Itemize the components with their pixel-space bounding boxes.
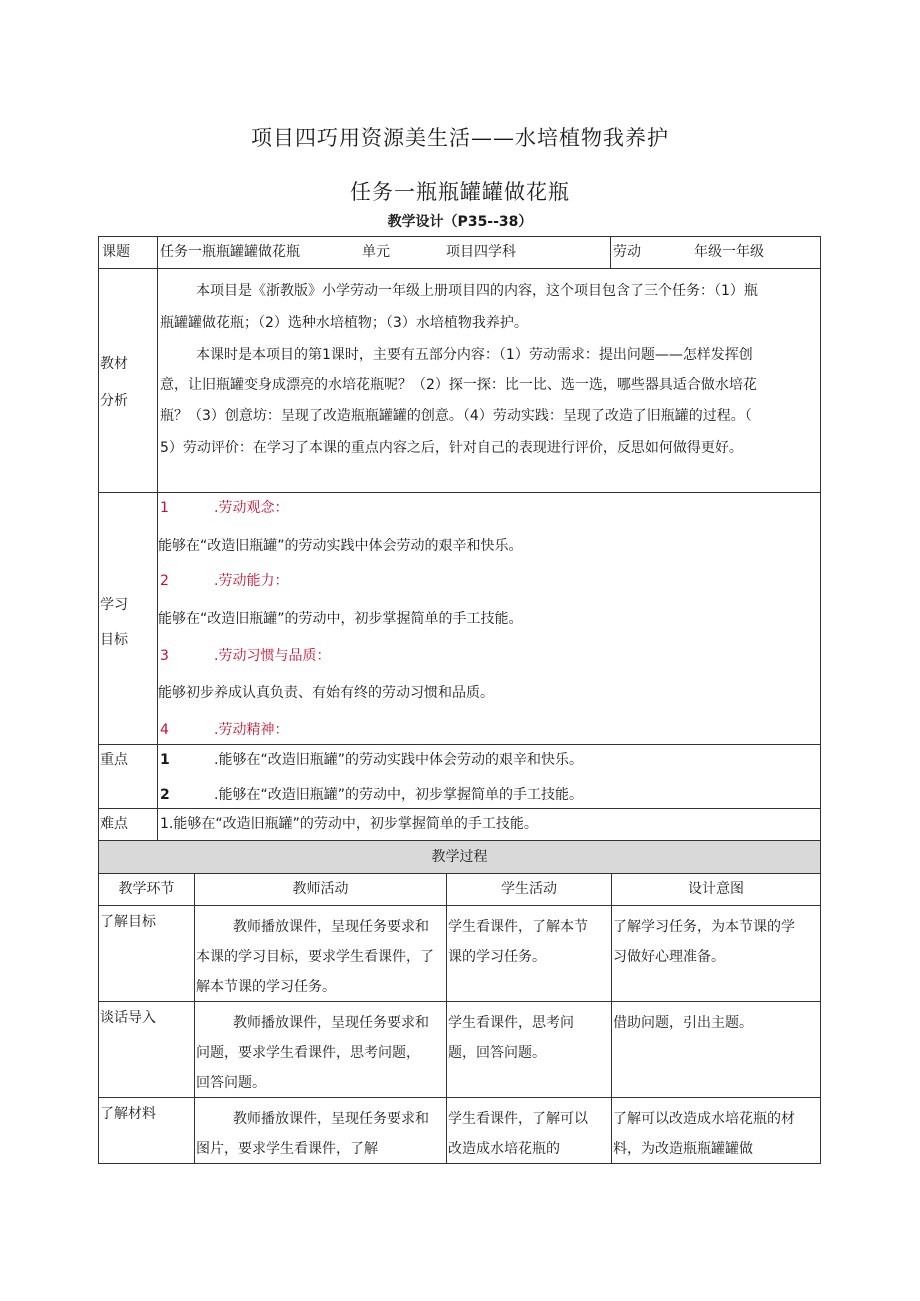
table-divider xyxy=(194,873,195,1163)
analysis-line: 5）劳动评价：在学习了本课的重点内容之后，针对自己的表现进行评价，反思如何做得更好。 xyxy=(160,440,743,456)
goal-number: 3 xyxy=(160,648,169,664)
teacher-line: 解本节课的学习任务。 xyxy=(196,979,336,995)
table-divider xyxy=(610,236,611,268)
goal-text: 能够初步养成认真负责、有始有终的劳动习惯和品质。 xyxy=(158,685,494,701)
intent-line: 了解可以改造成水培花瓶的材 xyxy=(613,1111,795,1127)
header-intent: 设计意图 xyxy=(688,881,744,897)
student-line: 题，回答问题。 xyxy=(448,1045,546,1061)
table-divider xyxy=(98,905,821,906)
header-teacher: 教师活动 xyxy=(292,881,349,897)
goals-label: 目标 xyxy=(100,632,128,648)
teacher-line: 回答问题。 xyxy=(196,1075,266,1091)
goal-text: 能够在“改造旧瓶罐”的劳动实践中体会劳动的艰辛和快乐。 xyxy=(158,538,523,554)
analysis-label: 分析 xyxy=(100,393,128,409)
subject-value: 劳动 xyxy=(613,244,641,260)
analysis-line: 瓶罐罐做花瓶；（2）选种水培植物；（3）水培植物我养护。 xyxy=(160,315,528,331)
intent-line: 习做好心理准备。 xyxy=(613,949,725,965)
key-point-number: 1 xyxy=(160,752,170,768)
student-line: 学生看课件，了解本节 xyxy=(448,919,588,935)
key-points-label: 重点 xyxy=(100,752,128,768)
header-stage: 教学环节 xyxy=(118,881,175,897)
goals-label: 学习 xyxy=(100,597,128,613)
goal-title: .劳动精神： xyxy=(214,722,289,738)
process-title: 教学过程 xyxy=(431,849,488,865)
stage-cell: 谈话导入 xyxy=(100,1010,156,1026)
teacher-line: 问题，要求学生看课件，思考问题， xyxy=(196,1045,420,1061)
student-line: 学生看课件，思考问 xyxy=(448,1015,574,1031)
goal-number: 4 xyxy=(160,722,169,738)
student-line: 学生看课件，了解可以 xyxy=(448,1111,588,1127)
key-point-number: 2 xyxy=(160,787,170,803)
topic-value: 任务一瓶瓶罐罐做花瓶 xyxy=(160,244,300,260)
goal-text: 能够在“改造旧瓶罐”的劳动中，初步掌握简单的手工技能。 xyxy=(158,611,523,627)
unit-value: 项目四学科 xyxy=(446,244,516,260)
table-border xyxy=(98,236,99,1164)
teacher-line: 本课的学习目标，要求学生看课件，了 xyxy=(196,949,434,965)
analysis-line: 瓶？（3）创意坊：呈现了改造瓶瓶罐罐的创意。（4）劳动实践：呈现了改造了旧瓶罐的过程。（ xyxy=(160,408,752,424)
page-title: 项目四巧用资源美生活——水培植物我养护 xyxy=(251,126,669,150)
table-border xyxy=(820,236,821,1164)
table-divider xyxy=(611,873,612,1163)
key-point-text: .能够在“改造旧瓶罐”的劳动中，初步掌握简单的手工技能。 xyxy=(214,787,583,803)
goal-number: 2 xyxy=(160,573,169,589)
teacher-line: 教师播放课件，呈现任务要求和 xyxy=(233,1111,429,1127)
stage-cell: 了解目标 xyxy=(100,914,156,930)
grade-value: 年级一年级 xyxy=(694,244,764,260)
header-student: 学生活动 xyxy=(501,881,557,897)
stage-cell: 了解材料 xyxy=(100,1106,156,1122)
design-heading: 教学设计（P35--38） xyxy=(387,214,533,230)
goal-title: .劳动习惯与品质： xyxy=(214,648,331,664)
table-divider xyxy=(98,492,821,493)
table-divider xyxy=(446,873,447,1163)
unit-label: 单元 xyxy=(362,244,390,260)
difficulty-label: 难点 xyxy=(100,816,128,832)
student-line: 课的学习任务。 xyxy=(448,949,546,965)
student-line: 改造成水培花瓶的 xyxy=(448,1141,560,1157)
intent-line: 了解学习任务，为本节课的学 xyxy=(613,919,795,935)
analysis-line: 本课时是本项目的第1课时，主要有五部分内容：（1）劳动需求：提出问题——怎样发挥创 xyxy=(196,347,753,363)
goal-title: .劳动能力： xyxy=(214,573,289,589)
analysis-line: 意，让旧瓶罐变身成漂亮的水培花瓶呢？（2）探一探：比一比、选一选，哪些器具适合做水培花 xyxy=(160,377,757,393)
page-subtitle: 任务一瓶瓶罐罐做花瓶 xyxy=(350,180,570,204)
teacher-line: 教师播放课件，呈现任务要求和 xyxy=(233,1015,429,1031)
difficulty-text: 1.能够在“改造旧瓶罐”的劳动中，初步掌握简单的手工技能。 xyxy=(160,816,538,832)
topic-label: 课题 xyxy=(102,244,130,260)
teacher-line: 图片，要求学生看课件，了解 xyxy=(196,1141,378,1157)
analysis-label: 教材 xyxy=(100,356,128,372)
analysis-line: 本项目是《浙教版》小学劳动一年级上册项目四的内容，这个项目包含了三个任务：（1）瓶 xyxy=(196,283,758,299)
table-divider xyxy=(98,268,821,269)
intent-line: 料，为改造瓶瓶罐罐做 xyxy=(613,1141,753,1157)
intent-line: 借助问题，引出主题。 xyxy=(613,1015,753,1031)
teacher-line: 教师播放课件，呈现任务要求和 xyxy=(233,919,429,935)
key-point-text: .能够在“改造旧瓶罐”的劳动实践中体会劳动的艰辛和快乐。 xyxy=(214,752,583,768)
goal-number: 1 xyxy=(160,500,169,516)
goal-title: .劳动观念： xyxy=(214,500,289,516)
